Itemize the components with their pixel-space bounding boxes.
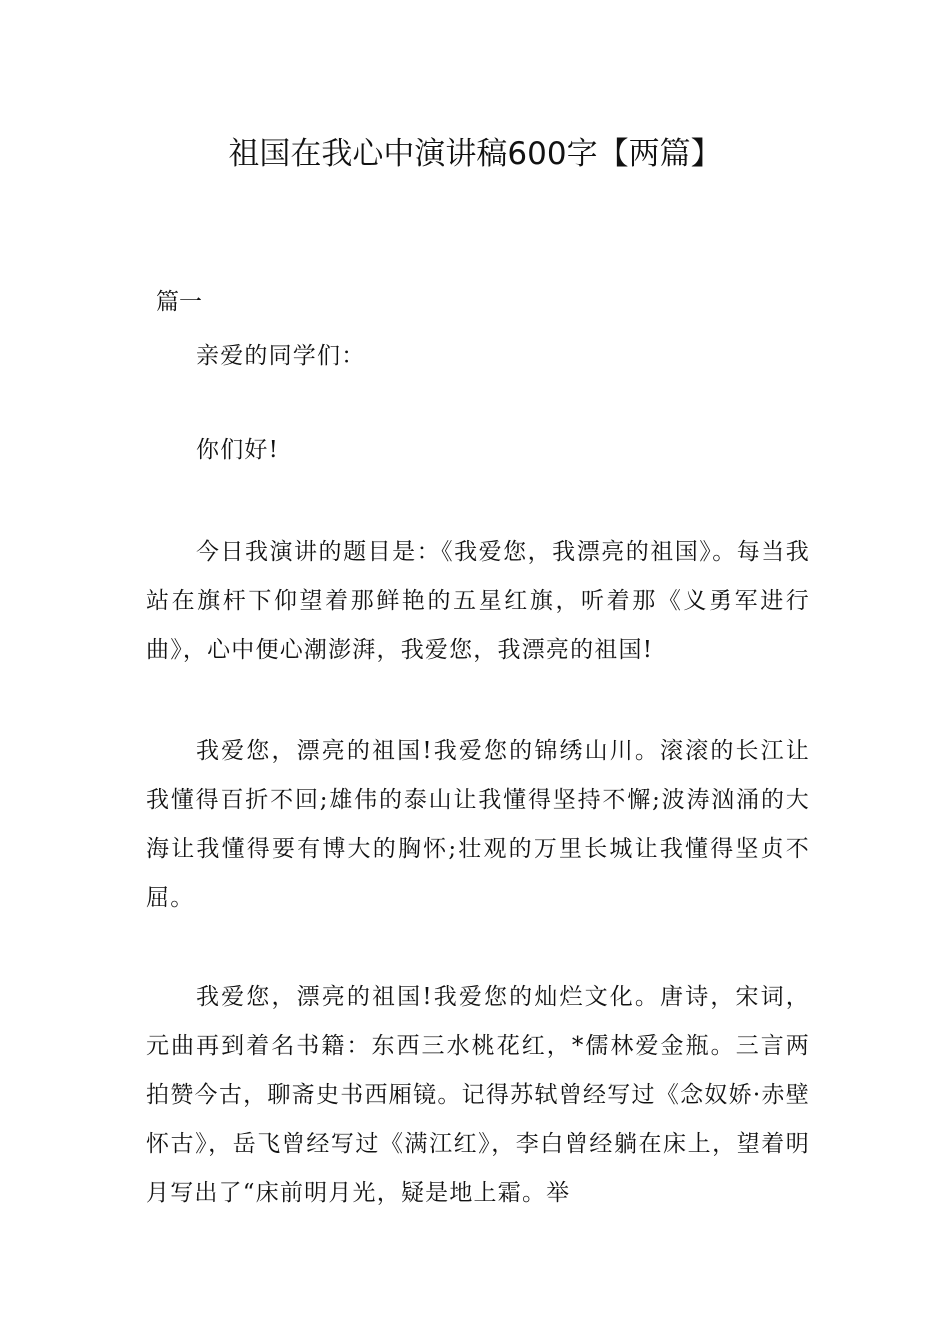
document-title: 祖国在我心中演讲稿600字【两篇】 [228, 136, 722, 172]
paragraph-landscape: 我爱您，漂亮的祖国!我爱您的锦绣山川。滚滚的长江让我懂得百折不回;雄伟的泰山让我懂得坚持不懈;波涛汹涌的大海让我懂得要有博大的胸怀;壮观的万里长城让我懂得坚贞不屈。 [146, 738, 810, 911]
paragraph-hello: 你们好! [196, 437, 280, 463]
section-label: 篇一 [156, 289, 202, 315]
paragraph-culture: 我爱您，漂亮的祖国!我爱您的灿烂文化。唐诗，宋词，元曲再到着名书籍：东西三水桃花红，*儒林爱金瓶。三言两拍赞今古，聊斋史书西厢镜。记得苏轼曾经写过《念奴娇·赤壁怀古》，岳飞曾经写过《满江红》，李白曾经躺在床上，望着明月写出了“床前明月光，疑是地上霜。举 [146, 984, 810, 1206]
paragraph-topic: 今日我演讲的题目是：《我爱您，我漂亮的祖国》。每当我站在旗杆下仰望着那鲜艳的五星红旗，听着那《义勇军进行曲》，心中便心潮澎湃，我爱您，我漂亮的祖国! [146, 539, 810, 663]
paragraph-greeting: 亲爱的同学们： [196, 343, 366, 369]
